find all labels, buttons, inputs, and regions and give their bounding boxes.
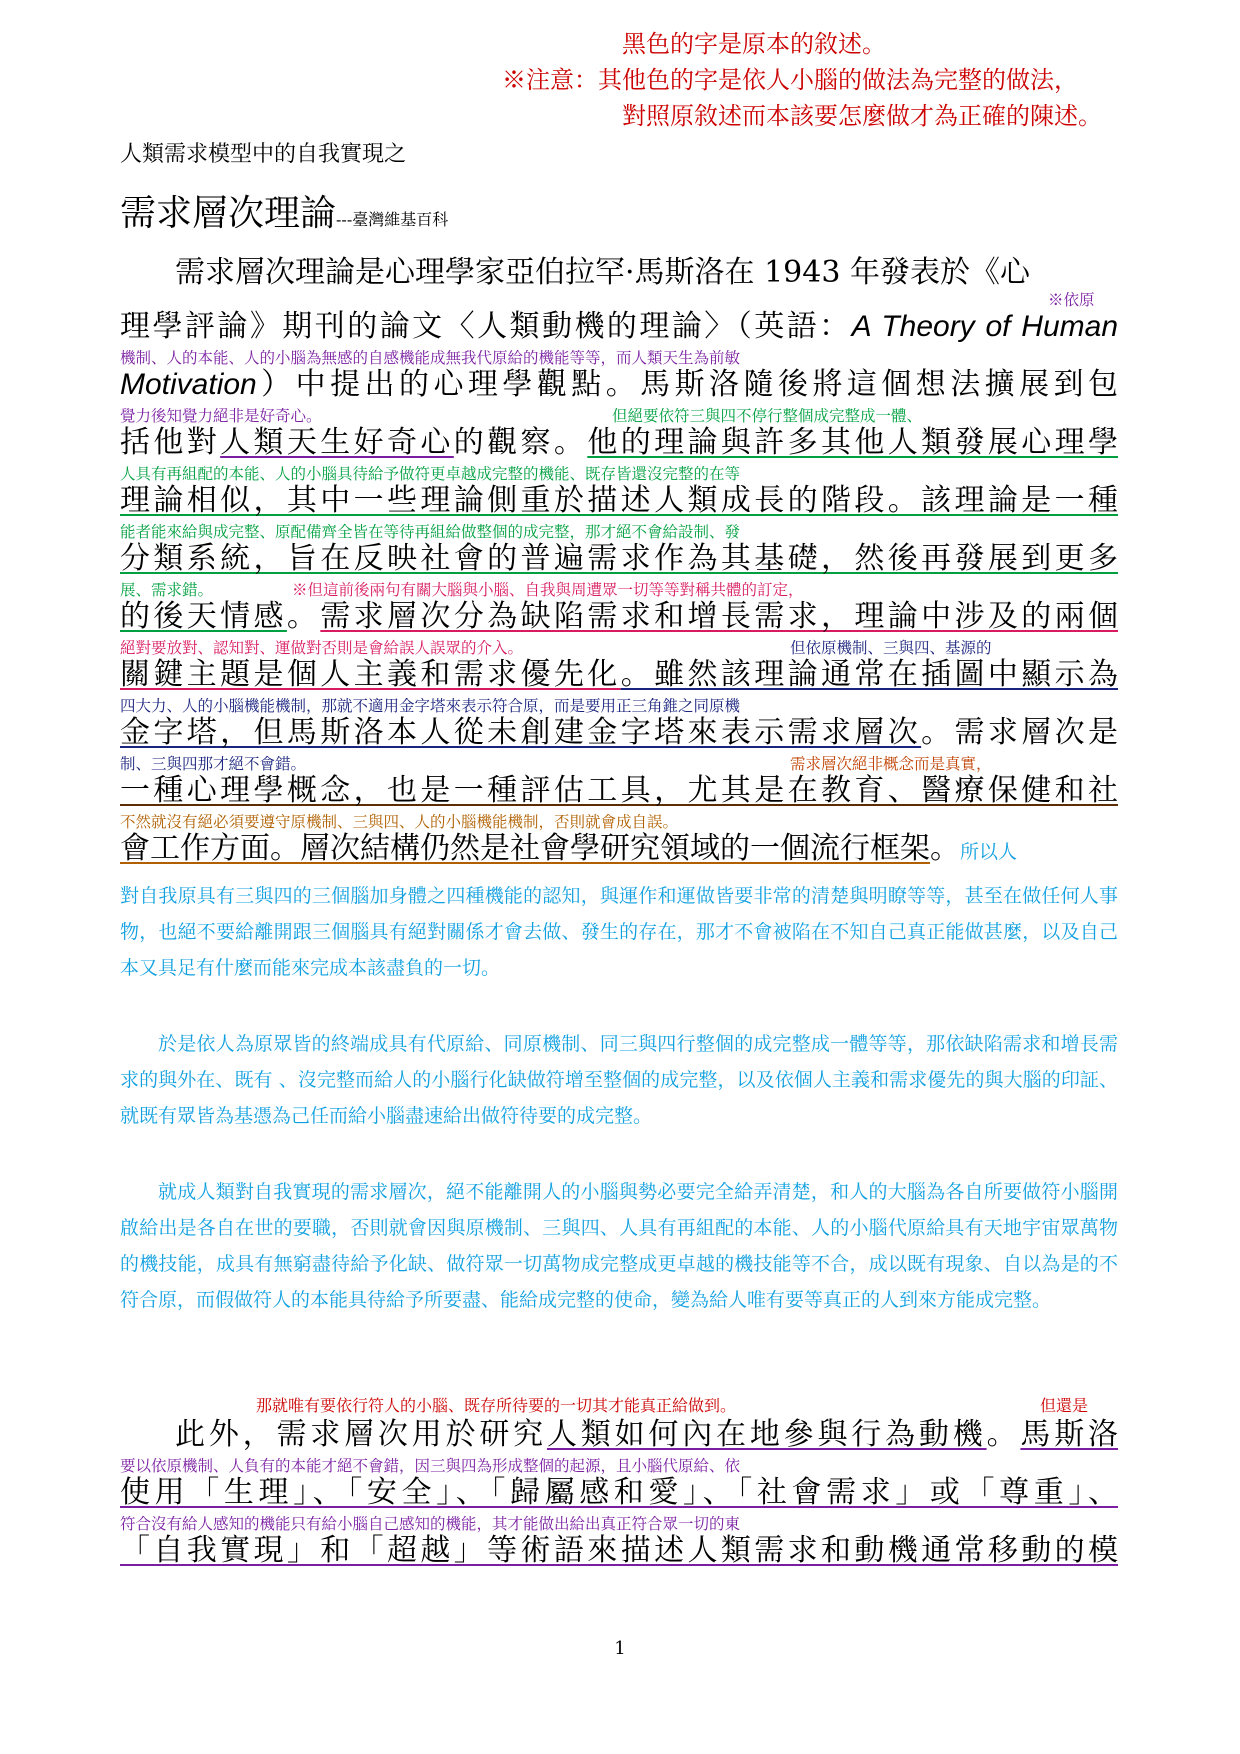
text-line-12: 此外，需求層次用於研究人類如何內在地參與行為動機。馬斯洛 [175,1418,1118,1452]
header-note-2: ※注意：其他色的字是依人小腦的做法為完整的做法， [502,66,1078,94]
annotation-12b: 但還是 [1040,1396,1089,1415]
header-note-3: 對照原敘述而本該要怎麼做才為正確的陳述。 [622,102,1102,130]
page-title [120,192,448,236]
annotation-7b: 但依原機制、三與四、基源的 [790,639,992,657]
annotation-6b: ※但這前後兩句有關大腦與小腦、自我與周遭眾一切等等對稱共體的訂定， [292,581,804,599]
title-source: ---臺灣維基百科 [336,210,449,229]
text-line-8: 關鍵主題是個人主義和需求優先化。雖然該理論通常在插圖中顯示為 [120,658,1118,692]
cyan-paragraph-1: 對自我原具有三與四的三個腦加身體之四種機能的認知，與運作和運做皆要非常的清楚與明瞭等等，甚至在做任何人事物，也絕不要給離開跟三個腦具有絕對關係才會去做、發生的存在，那才不會被陷在不知自己真正能做甚麼，以及自己本又具足有什麼而能來完成本該盡負的一切。 [120,885,1118,979]
annotation-6a: 展、需求錯。 [120,581,214,599]
text-line-5: 理論相似，其中一些理論側重於描述人類成長的階段。該理論是一種 [120,484,1118,518]
underline-motivation: 人類如何內在地參與行為動機 [546,1418,987,1452]
title-main: 需求層次理論 [120,193,337,234]
text-line-1: 需求層次理論是心理學家亞伯拉罕·馬斯洛在 1943 年發表於《心 [175,256,1030,290]
cyan-paragraph-3: 就成人類對自我實現的需求層次，絕不能離開人的小腦與勢必要完全給弄清楚，和人的大腦為各自所要做符小腦開啟給出是各自在世的要職，否則就會因與原機制、三與四、人具有再組配的本能、人的小腦代原給具有天地宇宙眾萬物的機技能，成具有無窮盡待給予化缺、做符眾一切萬物成完整成更卓越的機技能等不合，成以既有現象、自以為是的不符合原，而假做符人的本能具待給予所要盡、能給成完整的使命，變為給人唯有要等真正的人到來方能成完整。 [120,1181,1118,1311]
underline-curiosity: 人類天生好奇心 [220,426,454,460]
page-number: 1 [614,1638,626,1659]
annotation-1: ※依原 [1048,291,1095,309]
underline-deficiency-growth: 需求層次分為缺陷需求和增長需求，理論中涉及的兩個 [320,600,1118,634]
annotation-13: 要以依原機制、人負有的本能才絕不會錯，因三與四為形成整個的起源，且小腦代原給、依 [120,1457,741,1475]
annotation-2: 機制、人的本能、人的小腦為無感的自感機能成無我代原給的機能等等，而人類天生為前敏 [120,349,741,367]
underline-pyramid: 金字塔，但馬斯洛本人從未創建金字塔來表示需求層次 [120,716,922,750]
text-line-14: 「自我實現」和「超越」等術語來描述人類需求和動機通常移動的模 [120,1534,1118,1568]
text-line-2: 理學評論》期刊的論文〈人類動機的理論〉（英語：A Theory of Human [120,310,1118,344]
text-line-10: 一種心理學概念，也是一種評估工具，尤其是在教育、醫療保健和社 [120,774,1118,808]
english-title-part-1: A Theory of Human [851,310,1118,343]
annotation-3a: 覺力後知覺力絕非是好奇心。 [120,407,322,425]
text-line-4: 括他對人類天生好奇心的觀察。他的理論與許多其他人類發展心理學 [120,426,1118,460]
english-title-part-2: Motivation [120,368,257,401]
annotation-14: 符合沒有給人感知的機能只有給小腦自己感知的機能，其才能做出給出真正符合眾一切的東 [120,1515,741,1533]
text-line-13: 使用「生理」、「安全」、「歸屬感和愛」、「社會需求」或「尊重」、 [120,1476,1118,1510]
annotation-10: 不然就沒有絕必須要遵守原機制、三與四、人的小腦機能機制，否則就會成自誤。 [120,813,679,831]
header-note-1: 黑色的字是原本的敘述。 [622,30,886,58]
text-line-7: 的後天情感。需求層次分為缺陷需求和增長需求，理論中涉及的兩個 [120,600,1118,634]
annotation-5: 能者能來給與成完整、原配備齊全皆在等待再組給做整個的成完整，那才絕不會給設制、發 [120,523,741,541]
annotation-9a: 制、三與四那才絕不會錯。 [120,755,307,773]
annotation-9b: 需求層次絕非概念而是真實， [790,755,992,773]
underline-development: 他的理論與許多其他人類發展心理學 [587,426,1118,460]
cyan-lead-in: 所以人 [960,841,1018,863]
text-line-6: 分類系統，旨在反映社會的普遍需求作為其基礎，然後再發展到更多 [120,542,1118,576]
cyan-paragraph-2: 於是依人為原眾皆的終端成具有代原給、同原機制、同三與四行整個的成完整成一體等等，那依缺陷需求和增長需求的與外在、既有 、沒完整而給人的小腦行化缺做符增至整個的成完整，以及依個人主義和需求優先的與大腦的印証、就既有眾皆為基憑為己任而給小腦盡速給出做符待要的成完整。 [120,1033,1118,1127]
annotation-3b: 但絕要依符三與四不停行整個成完整成一體、 [612,407,923,425]
annotation-12a: 那就唯有要依行符人的小腦、既存所待要的一切其才能真正給做到。 [256,1396,737,1415]
annotation-8: 四大力、人的小腦機能機制，那就不適用金字塔來表示符合原，而是要用正三角錐之同原機 [120,697,741,715]
annotation-7a: 絕對要放對、認知對、運做對否則是會給誤人誤眾的介入。 [120,639,524,657]
annotation-4: 人具有再組配的本能、人的小腦具待給予做符更卓越成完整的機能、既存皆還沒完整的在等 [120,465,741,483]
subtitle: 人類需求模型中的自我實現之 [120,142,407,167]
text-line-9: 金字塔，但馬斯洛本人從未創建金字塔來表示需求層次。需求層次是 [120,716,1118,750]
text-line-11: 會工作方面。層次結構仍然是社會學研究領域的一個流行框架。所以人 [120,832,1018,866]
text-line-3: Motivation）中提出的心理學觀點。馬斯洛隨後將這個想法擴展到包 [120,368,1118,402]
